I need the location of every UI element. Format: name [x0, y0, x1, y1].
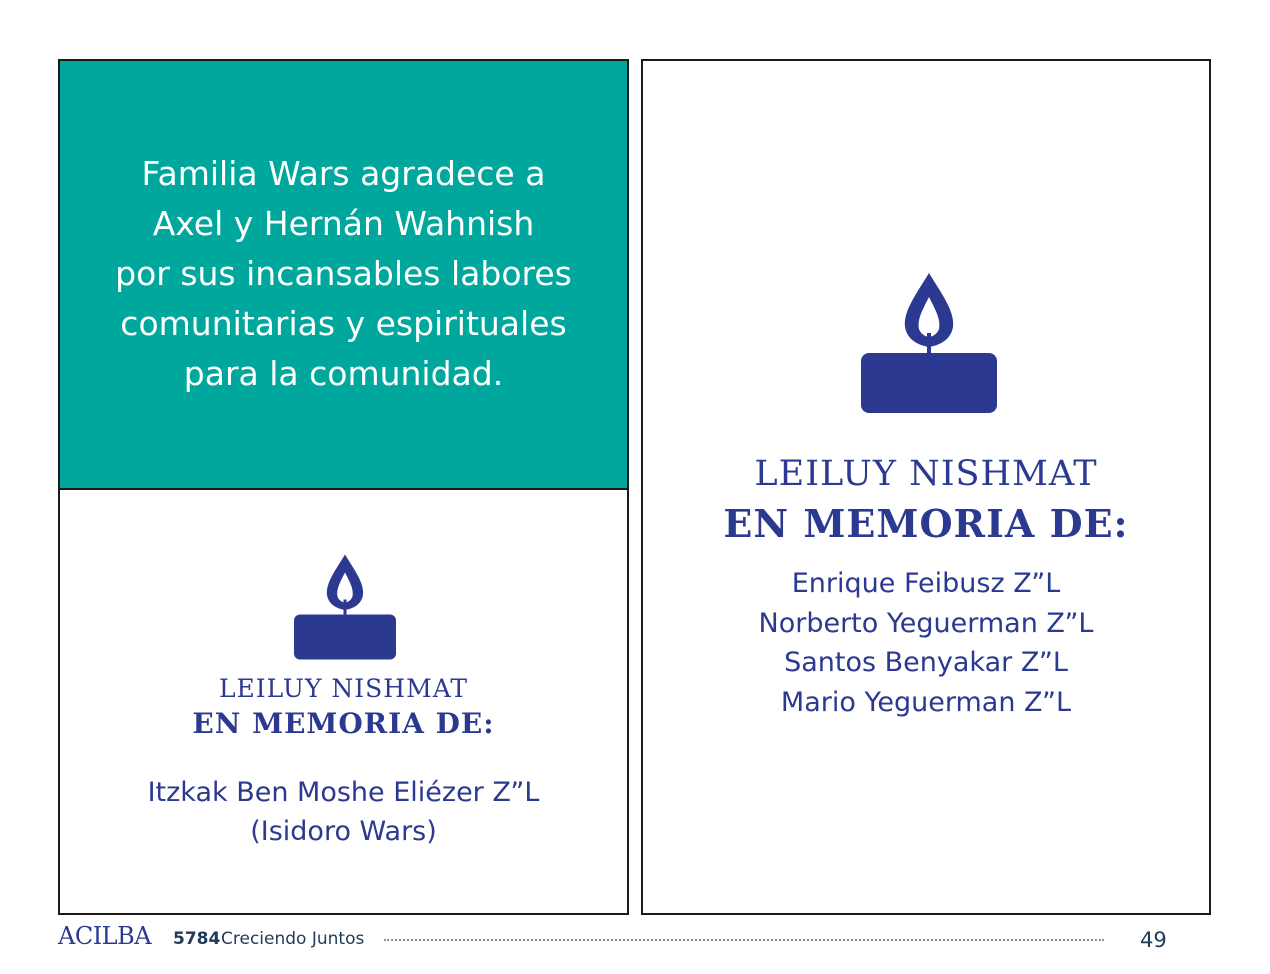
- thanks-line: por sus incansables labores: [115, 254, 572, 293]
- memorial-heading-line1: LEILUY NISHMAT: [218, 674, 469, 703]
- page-number: 49: [1140, 928, 1167, 952]
- memorial-name: Norberto Yeguerman Z”L: [758, 607, 1094, 639]
- memorial-names: [643, 564, 1209, 722]
- memorial-panel-left: [58, 488, 629, 915]
- memorial-name: (Isidoro Wars): [250, 816, 437, 847]
- thanks-line: para la comunidad.: [183, 354, 504, 393]
- memorial-name: Mario Yeguerman Z”L: [780, 686, 1072, 718]
- thanks-panel: [58, 59, 629, 490]
- footer-dotted-rule: [384, 939, 1104, 941]
- memorial-panel-right: [641, 59, 1211, 915]
- memorial-heading-line1: LEILUY NISHMAT: [754, 454, 1098, 494]
- thanks-message: [60, 149, 627, 399]
- memorial-heading-line2: EN MEMORIA DE:: [192, 707, 495, 740]
- candle-icon: [861, 271, 997, 415]
- memorial-names: [60, 773, 627, 851]
- memorial-name: Santos Benyakar Z”L: [784, 647, 1068, 678]
- candle-icon: [294, 553, 396, 661]
- thanks-line: Familia Wars agradece a: [141, 154, 546, 193]
- memorial-name: Itzkak Ben Moshe Eliézer Z”L: [147, 777, 540, 808]
- thanks-line: comunitarias y espirituales: [120, 304, 567, 343]
- footer-year: 5784: [173, 929, 221, 949]
- thanks-line: Axel y Hernán Wahnish: [152, 204, 535, 243]
- acilba-logo: ACILBA: [58, 922, 152, 950]
- footer-tagline: Creciendo Juntos: [221, 929, 365, 949]
- memorial-heading-line2: EN MEMORIA DE:: [723, 501, 1129, 546]
- memorial-name: Enrique Feibusz Z”L: [791, 568, 1061, 599]
